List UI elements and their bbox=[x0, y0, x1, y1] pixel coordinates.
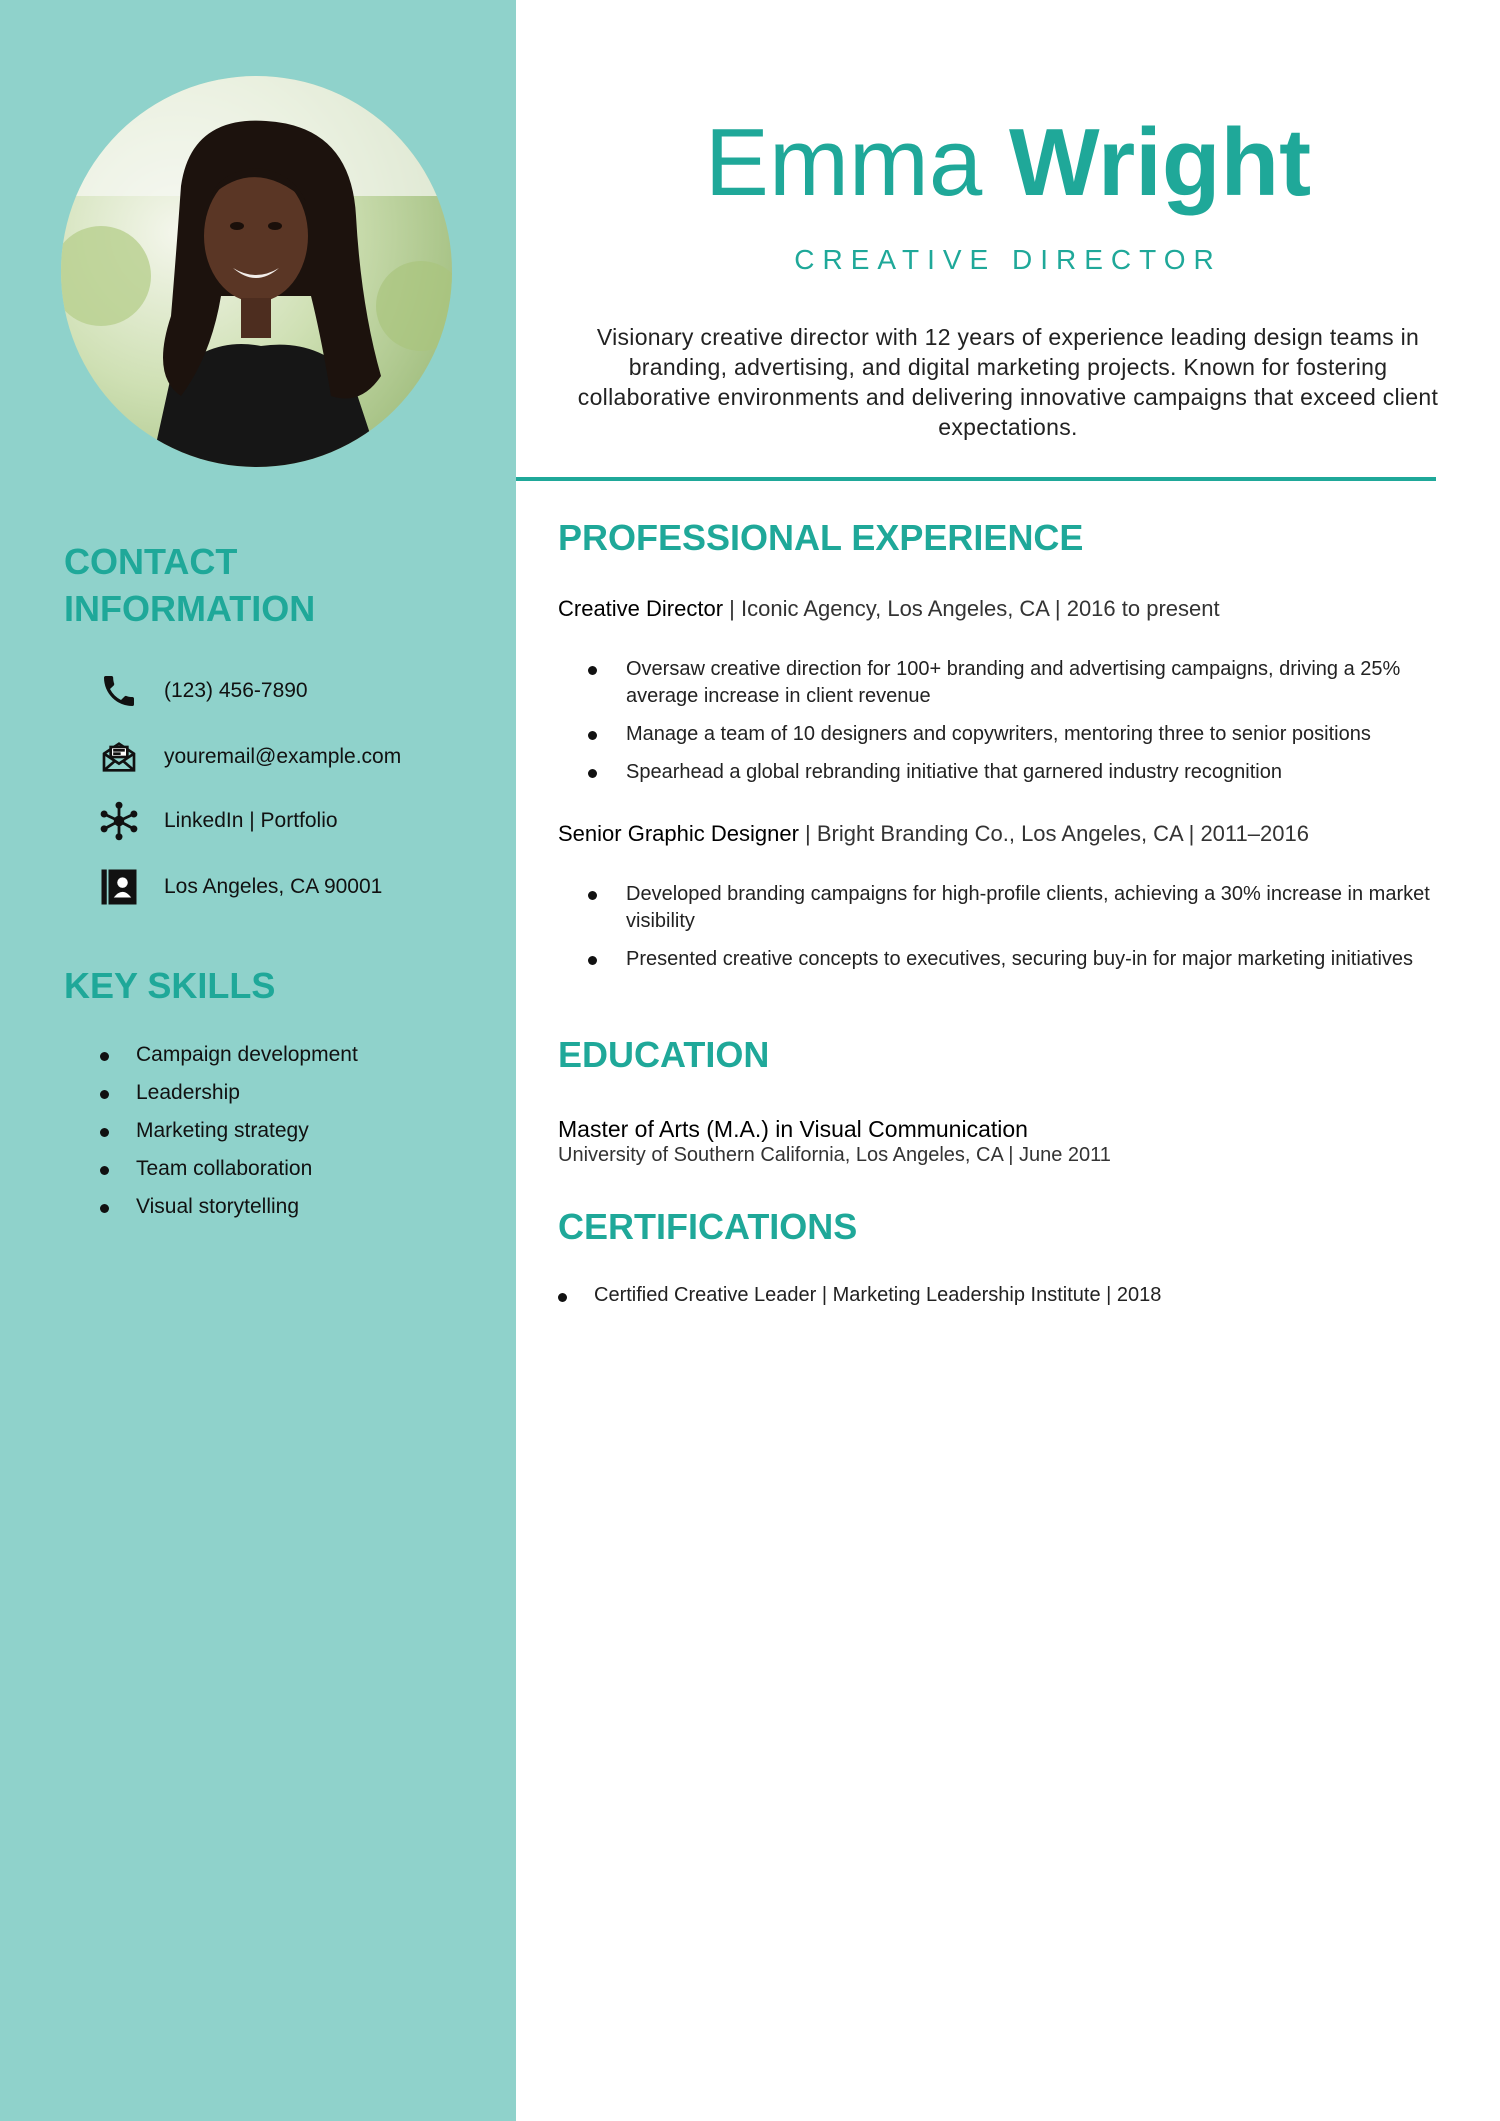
list-item: Campaign development bbox=[64, 1036, 358, 1074]
first-name: Emma bbox=[704, 109, 983, 216]
contact-address-text: Los Angeles, CA 90001 bbox=[164, 875, 383, 898]
header-divider bbox=[516, 477, 1436, 481]
contact-phone bbox=[96, 668, 308, 714]
network-icon bbox=[96, 798, 142, 844]
list-item: Team collaboration bbox=[64, 1150, 358, 1188]
job-2-role: Senior Graphic Designer bbox=[558, 821, 799, 846]
list-item: Leadership bbox=[64, 1074, 358, 1112]
job-1-role: Creative Director bbox=[558, 596, 724, 621]
contact-email-text: youremail@example.com bbox=[164, 745, 402, 768]
summary: Visionary creative director with 12 years of experience leading design teams in branding, advertising, and digital marketing projects. Known for fostering collaborative environments and delivering innovative campaigns that exceed client expectations. bbox=[577, 324, 1439, 440]
profile-photo-illustration bbox=[61, 76, 452, 467]
last-name: Wright bbox=[1008, 109, 1312, 216]
job-2-bullets bbox=[558, 881, 1458, 984]
email-icon bbox=[96, 734, 142, 780]
job-entry-1-title bbox=[558, 596, 1220, 622]
list-item: Manage a team of 10 designers and copywriters, mentoring three to senior positions bbox=[558, 721, 1458, 748]
profile-photo bbox=[61, 76, 452, 467]
contact-heading-line2: INFORMATION bbox=[64, 588, 316, 629]
contact-phone-text: (123) 456-7890 bbox=[164, 679, 308, 702]
contact-links-text: LinkedIn | Portfolio bbox=[164, 809, 338, 832]
list-item: Spearhead a global rebranding initiative that garnered industry recognition bbox=[558, 759, 1458, 786]
contact-links bbox=[96, 798, 338, 844]
candidate-name bbox=[516, 108, 1500, 218]
list-item: Marketing strategy bbox=[64, 1112, 358, 1150]
list-item: Developed branding campaigns for high-profile clients, achieving a 30% increase in market visibility bbox=[558, 881, 1458, 935]
address-book-icon bbox=[96, 864, 142, 910]
contact-heading bbox=[64, 538, 315, 632]
skills-list bbox=[64, 1036, 358, 1226]
contact-address bbox=[96, 864, 382, 910]
phone-icon bbox=[96, 668, 142, 714]
job-title: CREATIVE DIRECTOR bbox=[794, 244, 1222, 275]
list-item: Certified Creative Leader | Marketing Leadership Institute | 2018 bbox=[558, 1284, 1161, 1307]
education-degree: Master of Arts (M.A.) in Visual Communication bbox=[558, 1116, 1028, 1142]
experience-heading: PROFESSIONAL EXPERIENCE bbox=[558, 517, 1084, 558]
contact-email bbox=[96, 734, 401, 780]
certifications-list bbox=[558, 1284, 1161, 1307]
job-2-details: | Bright Branding Co., Los Angeles, CA | 2011–2016 bbox=[798, 821, 1309, 846]
list-item: Visual storytelling bbox=[64, 1188, 358, 1226]
job-1-bullets bbox=[558, 656, 1458, 797]
job-1-details: | Iconic Agency, Los Angeles, CA | 2016 to present bbox=[723, 596, 1220, 621]
contact-heading-line1: CONTACT bbox=[64, 541, 238, 582]
job-entry-2-title bbox=[558, 821, 1309, 847]
list-item: Oversaw creative direction for 100+ branding and advertising campaigns, driving a 25% average increase in client revenue bbox=[558, 656, 1458, 710]
certifications-heading: CERTIFICATIONS bbox=[558, 1206, 858, 1247]
skills-heading: KEY SKILLS bbox=[64, 965, 276, 1006]
education-heading: EDUCATION bbox=[558, 1034, 770, 1075]
sidebar bbox=[0, 0, 516, 2121]
list-item: Presented creative concepts to executives, securing buy-in for major marketing initiatives bbox=[558, 946, 1458, 973]
education-school: University of Southern California, Los Angeles, CA | June 2011 bbox=[558, 1144, 1111, 1166]
